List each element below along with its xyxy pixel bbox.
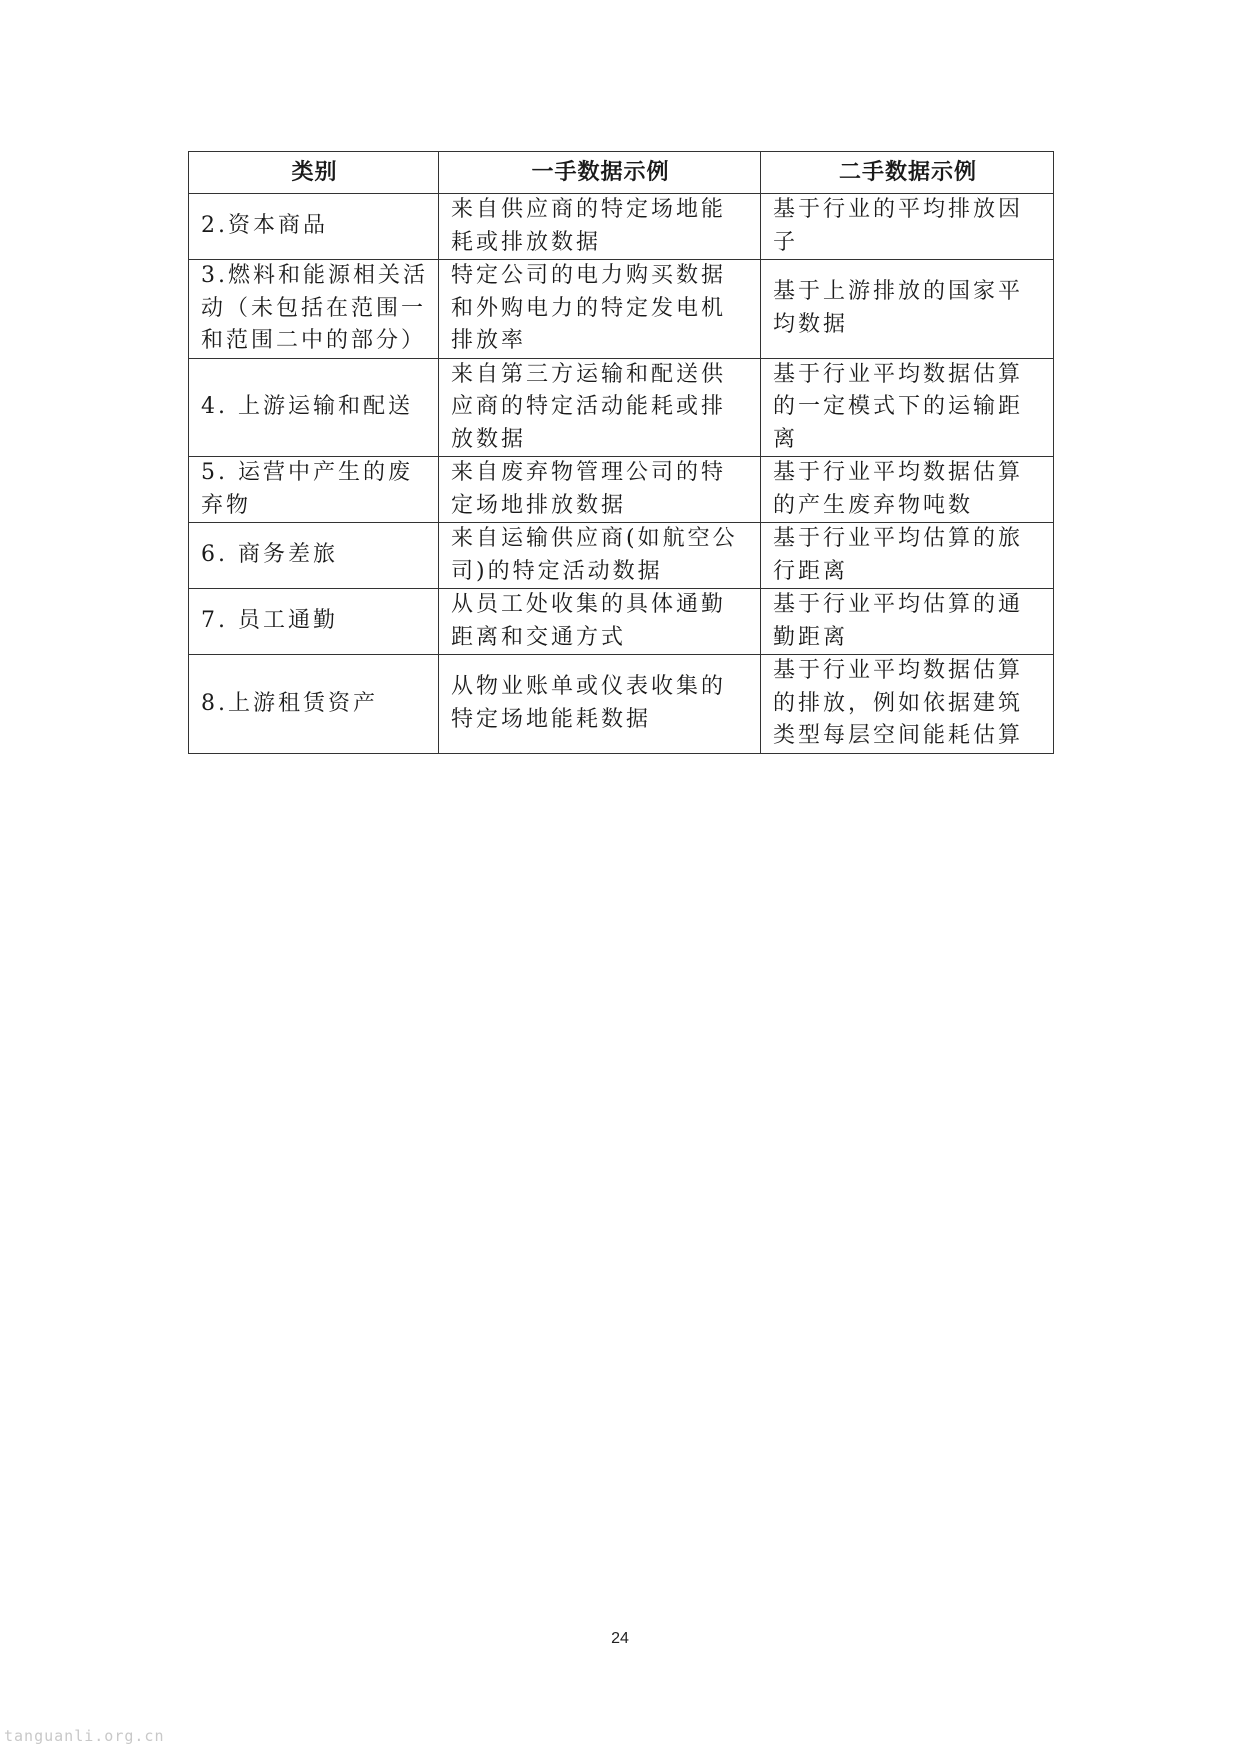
- secondary-data-cell: 基于行业的平均排放因子: [761, 194, 1054, 260]
- primary-data-cell: 从物业账单或仪表收集的特定场地能耗数据: [439, 655, 761, 754]
- category-cell: 3.燃料和能源相关活动（未包括在范围一和范围二中的部分）: [189, 260, 439, 359]
- header-primary-data: 一手数据示例: [439, 152, 761, 194]
- secondary-data-cell: 基于上游排放的国家平均数据: [761, 260, 1054, 359]
- secondary-data-cell: 基于行业平均估算的通勤距离: [761, 589, 1054, 655]
- header-category: 类别: [189, 152, 439, 194]
- secondary-data-cell: 基于行业平均估算的旅行距离: [761, 523, 1054, 589]
- category-cell: 8.上游租赁资产: [189, 655, 439, 754]
- header-secondary-data: 二手数据示例: [761, 152, 1054, 194]
- category-cell: 5. 运营中产生的废弃物: [189, 457, 439, 523]
- category-cell: 7. 员工通勤: [189, 589, 439, 655]
- table-row: [189, 655, 1054, 754]
- table-row: [189, 457, 1054, 523]
- primary-data-cell: 来自供应商的特定场地能耗或排放数据: [439, 194, 761, 260]
- table-row: [189, 260, 1054, 359]
- table-row: [189, 194, 1054, 260]
- data-table: [188, 151, 1054, 754]
- secondary-data-cell: 基于行业平均数据估算的一定模式下的运输距离: [761, 358, 1054, 457]
- secondary-data-cell: 基于行业平均数据估算的产生废弃物吨数: [761, 457, 1054, 523]
- primary-data-cell: 来自第三方运输和配送供应商的特定活动能耗或排放数据: [439, 358, 761, 457]
- table-header-row: [189, 152, 1054, 194]
- primary-data-cell: 来自运输供应商(如航空公司)的特定活动数据: [439, 523, 761, 589]
- secondary-data-cell: 基于行业平均数据估算的排放，例如依据建筑类型每层空间能耗估算: [761, 655, 1054, 754]
- primary-data-cell: 来自废弃物管理公司的特定场地排放数据: [439, 457, 761, 523]
- primary-data-cell: 从员工处收集的具体通勤距离和交通方式: [439, 589, 761, 655]
- category-cell: 6. 商务差旅: [189, 523, 439, 589]
- page-number: 24: [611, 1630, 629, 1647]
- table-row: [189, 523, 1054, 589]
- watermark: tanguanli.org.cn: [4, 1727, 165, 1745]
- category-cell: 2.资本商品: [189, 194, 439, 260]
- table-row: [189, 358, 1054, 457]
- primary-data-cell: 特定公司的电力购买数据和外购电力的特定发电机排放率: [439, 260, 761, 359]
- category-cell: 4. 上游运输和配送: [189, 358, 439, 457]
- table-row: [189, 589, 1054, 655]
